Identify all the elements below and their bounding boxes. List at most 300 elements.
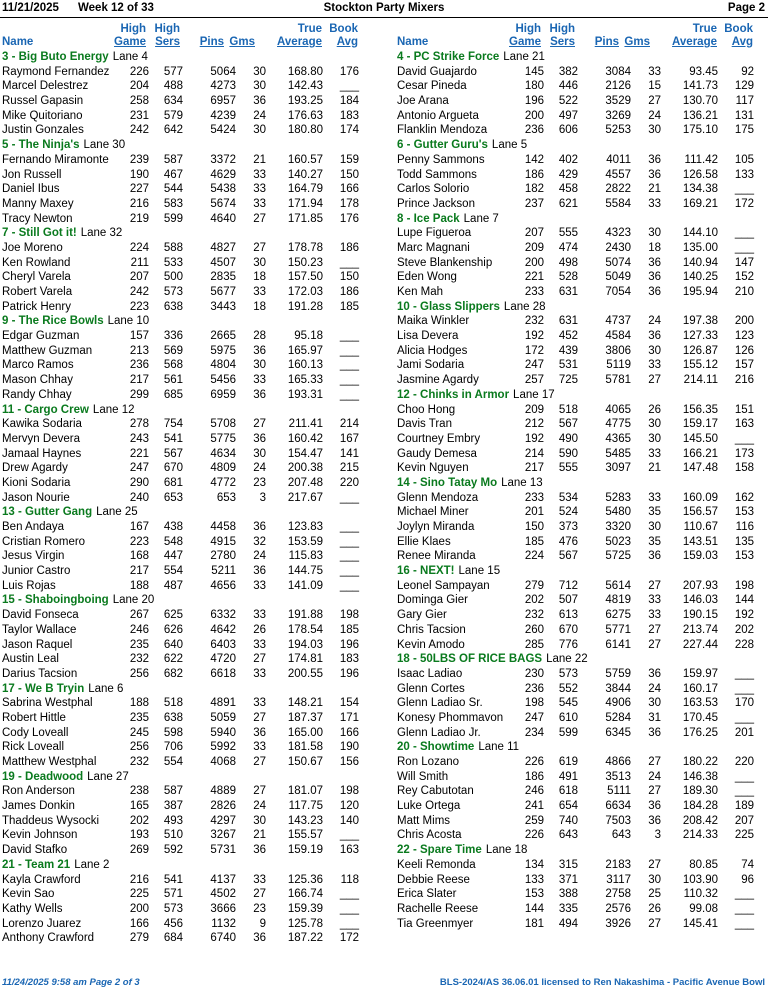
true-average: 208.42: [682, 814, 718, 827]
book-average: 118: [340, 873, 359, 886]
player-row: [397, 858, 768, 873]
high-series: 571: [163, 888, 183, 901]
games: 36: [253, 844, 266, 857]
true-average: 117.75: [288, 800, 323, 813]
player-row: [2, 623, 382, 638]
player-row: [397, 270, 768, 285]
team-header: [2, 593, 382, 608]
book-average: 163: [339, 844, 359, 857]
book-average: 129: [734, 80, 754, 93]
pins: 3372: [210, 153, 236, 166]
player-name: Rick Loveall: [2, 741, 64, 754]
high-game: 157: [129, 330, 149, 343]
player-row: [2, 417, 382, 432]
player-name: Matt Mims: [397, 814, 451, 827]
book-average: 135: [734, 535, 754, 548]
player-name: David Stafko: [2, 844, 68, 857]
high-game: 217: [129, 565, 149, 578]
true-average-header: True: [297, 23, 322, 35]
high-game: 198: [524, 697, 544, 710]
pins: 3443: [210, 300, 236, 313]
pins: 643: [611, 829, 631, 842]
high-game: 209: [524, 241, 544, 254]
player-name: Renee Miranda: [397, 550, 476, 563]
pins: 2665: [210, 330, 236, 343]
player-name: Glenn Mendoza: [397, 491, 479, 504]
high-series: 490: [558, 432, 578, 445]
games: 9: [259, 917, 266, 930]
player-name: Alicia Hodges: [397, 344, 468, 357]
book-average: 105: [734, 153, 754, 166]
team-lane: Lane 12: [92, 403, 135, 416]
team-name: 6 - Gutter Guru's: [397, 139, 488, 152]
book-average: 214: [339, 418, 359, 431]
games: 27: [648, 756, 661, 768]
book-average: 215: [339, 462, 359, 475]
pins: 3320: [605, 521, 631, 533]
pins: 4584: [605, 330, 631, 343]
true-average: 159.17: [682, 418, 718, 431]
league-title: Stockton Party Mixers: [323, 2, 445, 14]
high-game: 233: [524, 286, 544, 298]
high-game: 223: [129, 300, 149, 313]
book-average: ___: [339, 550, 359, 563]
book-average: 192: [734, 609, 754, 622]
player-name: Leonel Sampayan: [397, 579, 490, 592]
team-name: 22 - Spare Time: [397, 844, 482, 857]
pins: 5119: [606, 359, 631, 372]
pins: 2183: [605, 858, 631, 871]
games: 33: [648, 65, 661, 78]
book-average: 170: [734, 697, 754, 710]
player-row: [397, 520, 768, 535]
player-name: Joylyn Miranda: [397, 521, 475, 533]
games: 30: [253, 124, 266, 137]
pins: 5283: [605, 491, 631, 504]
high-game: 285: [524, 638, 544, 651]
high-game: 221: [129, 447, 149, 460]
games: 33: [648, 197, 661, 210]
high-series: 606: [558, 124, 578, 137]
book-average: ___: [734, 902, 754, 915]
book-average: 220: [339, 476, 359, 489]
high-game: 193: [129, 829, 149, 842]
high-game: 190: [129, 168, 149, 181]
games: 27: [648, 374, 661, 387]
high-game: 144: [524, 902, 544, 915]
games: 30: [648, 697, 661, 710]
high-series: 642: [163, 124, 183, 137]
book-average: 186: [339, 286, 359, 298]
book-average: 171: [339, 711, 359, 724]
games: 26: [253, 623, 266, 636]
high-game: 168: [129, 550, 149, 563]
pins: 7503: [605, 814, 631, 827]
true-average: 193.31: [287, 388, 323, 401]
player-row: [2, 388, 382, 403]
book-average: ___: [339, 829, 359, 842]
pins: 3084: [605, 65, 631, 78]
pins: 5781: [605, 374, 631, 387]
games: 33: [253, 741, 266, 754]
team-lane: Lane 21: [503, 51, 545, 63]
player-name: Glenn Ladiao Jr.: [397, 726, 481, 739]
column-header: [2, 22, 382, 50]
team-lane: Lane 2: [74, 858, 110, 871]
high-series: 573: [163, 286, 183, 298]
high-game: 256: [129, 667, 149, 680]
true-average: 169.21: [682, 197, 718, 210]
player-name: Cheryl Varela: [2, 271, 71, 284]
player-name: Mervyn Devera: [2, 432, 80, 445]
games: 36: [648, 667, 661, 680]
games: 24: [253, 800, 266, 813]
team-name: 16 - NEXT!: [397, 565, 455, 578]
high-game: 230: [524, 667, 544, 680]
player-row: [2, 153, 382, 168]
true-average: 170.45: [682, 711, 718, 724]
high-game: 226: [129, 65, 149, 78]
book-average: ___: [734, 183, 754, 196]
book-average: 198: [339, 785, 359, 798]
high-series: 494: [558, 917, 578, 930]
high-series: 712: [558, 579, 578, 592]
high-game: 221: [524, 271, 544, 284]
pins: 2126: [605, 80, 631, 93]
player-row: [2, 755, 382, 770]
player-row: [397, 828, 768, 843]
player-name: Kevin Amodo: [397, 638, 465, 651]
true-average: 191.28: [287, 300, 323, 313]
high-game: 235: [129, 638, 149, 651]
true-average: 99.08: [689, 902, 718, 915]
pins: 5438: [210, 183, 236, 196]
book-average: ___: [339, 535, 359, 548]
true-average: 123.83: [287, 521, 323, 533]
player-row: [397, 417, 768, 432]
book-average: 152: [734, 271, 754, 284]
book-average: 198: [734, 579, 754, 592]
pins: 2576: [605, 902, 631, 915]
high-series: 373: [558, 521, 578, 533]
pins: 4775: [605, 418, 631, 431]
book-average: 175: [734, 124, 754, 137]
true-average: 159.97: [682, 667, 718, 680]
pins: 4720: [210, 653, 236, 666]
high-series: 626: [163, 623, 183, 636]
book-average: 144: [734, 594, 754, 607]
player-name: Daniel Ibus: [2, 183, 60, 196]
player-name: Keeli Remonda: [397, 858, 476, 871]
pins: 5480: [605, 506, 631, 519]
games: 36: [253, 521, 266, 533]
player-name: Fernando Miramonte: [2, 153, 109, 166]
player-row: [397, 682, 768, 697]
pins: 3844: [605, 682, 631, 695]
book-average: 176: [339, 212, 359, 225]
book-average: ___: [734, 227, 754, 240]
high-series: 776: [558, 638, 578, 651]
high-series: 446: [558, 80, 578, 93]
high-game: 188: [129, 579, 149, 592]
week-label: Week 12 of 33: [78, 2, 154, 14]
high-series: 577: [163, 65, 183, 78]
high-game: 238: [129, 785, 149, 798]
high-game: 165: [129, 800, 149, 813]
player-row: [397, 873, 768, 888]
player-name: Isaac Ladiao: [397, 667, 463, 680]
book-average: ___: [339, 521, 359, 533]
true-average: 155.12: [682, 359, 718, 372]
true-average: 178.78: [287, 241, 323, 254]
true-average: 125.78: [287, 917, 323, 930]
pins: 5708: [210, 418, 236, 431]
player-name: Luke Ortega: [397, 800, 461, 813]
true-average: 130.70: [682, 95, 718, 108]
book-average: 185: [339, 300, 359, 313]
games: 33: [253, 197, 266, 210]
player-name: Randy Chhay: [2, 388, 72, 401]
high-series: 631: [558, 286, 578, 298]
high-game: 241: [524, 800, 544, 813]
high-game: 134: [524, 858, 544, 871]
player-name: Kioni Sodaria: [2, 476, 71, 489]
true-average: 140.25: [682, 271, 718, 284]
footer-left: 11/24/2025 9:58 am Page 2 of 3: [2, 977, 140, 988]
player-row: [397, 505, 768, 520]
games: 36: [648, 550, 661, 563]
player-name: Lisa Devera: [397, 330, 459, 343]
high-game: 202: [129, 814, 149, 827]
team-name: 14 - Sino Tatay Mo: [397, 476, 498, 489]
player-row: [397, 153, 768, 168]
book-average: 172: [339, 932, 359, 945]
book-average: ___: [339, 374, 359, 387]
high-series: 510: [163, 829, 183, 842]
player-row: [397, 917, 768, 932]
pins: 6634: [605, 800, 631, 813]
player-row: [2, 285, 382, 300]
player-row: [397, 593, 768, 608]
book-average: ___: [734, 770, 754, 783]
high-series: 706: [163, 741, 183, 754]
book-average: ___: [339, 344, 359, 357]
true-average: 145.50: [682, 432, 718, 445]
pins-header: Pins: [594, 36, 619, 48]
pins: 3269: [605, 109, 631, 122]
high-series: 567: [558, 550, 578, 563]
book-average: ___: [339, 256, 359, 269]
player-name: Luis Rojas: [2, 579, 56, 592]
true-average: 171.85: [287, 212, 323, 225]
player-row: [2, 564, 382, 579]
player-name: Robert Varela: [2, 286, 73, 298]
pins: 4137: [210, 873, 236, 886]
player-name: Cristian Romero: [2, 535, 86, 548]
player-name: Jason Nourie: [2, 491, 70, 504]
true-average: 150.67: [287, 756, 323, 768]
pins: 4507: [210, 256, 236, 269]
gms-header: Gms: [229, 36, 255, 48]
book-average: 158: [734, 462, 754, 475]
team-name: 20 - Showtime: [397, 741, 475, 754]
book-average: 178: [339, 197, 359, 210]
games: 27: [648, 95, 661, 108]
games: 27: [253, 653, 266, 666]
true-average: 126.87: [682, 344, 718, 357]
high-game: 133: [524, 873, 544, 886]
name-header: Name: [397, 36, 429, 48]
pins: 5975: [210, 344, 236, 357]
high-series: 587: [163, 153, 183, 166]
high-series: 493: [163, 814, 183, 827]
pins: 5111: [607, 785, 631, 798]
player-row: [2, 358, 382, 373]
high-game: 186: [524, 770, 544, 783]
pins: 4889: [210, 785, 236, 798]
team-name: 5 - The Ninja's: [2, 139, 80, 152]
team-lane: Lane 5: [491, 139, 528, 152]
book-average: 200: [734, 315, 754, 328]
pins: 4809: [210, 462, 236, 475]
book-avg-header-2: Avg: [731, 36, 753, 48]
book-average: 116: [735, 521, 754, 533]
book-average: 198: [339, 609, 359, 622]
high-game: 145: [524, 65, 544, 78]
player-name: Tia Greenmyer: [397, 917, 474, 930]
high-series: 725: [558, 374, 578, 387]
player-name: Erica Slater: [397, 888, 457, 901]
report-header: [0, 0, 768, 18]
high-series: 631: [558, 315, 578, 328]
pins: 7054: [605, 286, 631, 298]
high-series: 590: [558, 447, 578, 460]
high-series: 554: [163, 565, 183, 578]
high-series: 592: [163, 844, 183, 857]
book-average: ___: [339, 80, 359, 93]
true-average: 176.25: [682, 726, 718, 739]
games: 30: [253, 814, 266, 827]
high-game: 232: [524, 315, 544, 328]
high-game: 219: [129, 212, 149, 225]
high-game: 227: [129, 183, 149, 196]
player-row: [397, 726, 768, 741]
book-average: 154: [339, 697, 359, 710]
pins: 2822: [605, 183, 631, 196]
high-series: 579: [163, 109, 183, 122]
true-average: 194.03: [287, 638, 323, 651]
high-series: 456: [163, 917, 183, 930]
player-row: [397, 784, 768, 799]
player-row: [2, 461, 382, 476]
team-header: [2, 858, 382, 873]
high-game: 267: [129, 609, 149, 622]
true-average: 135.00: [682, 241, 718, 254]
high-series: 682: [163, 667, 183, 680]
player-row: [2, 902, 382, 917]
player-row: [2, 579, 382, 594]
true-average: 178.54: [287, 623, 323, 636]
book-average: 150: [339, 271, 359, 284]
team-header: [397, 476, 768, 491]
high-game: 202: [524, 594, 544, 607]
player-row: [2, 638, 382, 653]
team-header: [397, 652, 768, 667]
player-name: Kevin Johnson: [2, 829, 78, 842]
high-game: 239: [129, 153, 149, 166]
true-average: 154.47: [287, 447, 323, 460]
true-average: 143.23: [287, 814, 323, 827]
player-name: Konesy Phommavon: [397, 711, 504, 724]
player-name: Steve Blankenship: [397, 256, 493, 269]
true-average: 213.74: [682, 623, 718, 636]
pins: 5775: [210, 432, 236, 445]
player-name: Chris Tacsion: [397, 623, 466, 636]
player-row: [397, 461, 768, 476]
pins: 6959: [210, 388, 236, 401]
player-name: Robert Hittle: [2, 711, 66, 724]
high-game: 290: [129, 476, 149, 489]
high-game: 247: [129, 462, 149, 475]
true-average: 146.38: [682, 770, 718, 783]
team-name: 12 - Chinks in Armor: [397, 388, 510, 401]
high-series: 467: [163, 168, 183, 181]
pins: 5023: [605, 535, 631, 548]
games: 33: [648, 447, 661, 460]
pins-header: Pins: [199, 36, 224, 48]
player-name: Jamaal Haynes: [2, 447, 82, 460]
true-average: 159.19: [287, 844, 323, 857]
player-row: [2, 711, 382, 726]
high-series: 634: [163, 95, 183, 108]
high-series: 439: [558, 344, 578, 357]
games: 24: [253, 109, 266, 122]
player-name: Jami Sodaria: [397, 359, 465, 372]
team-lane: Lane 7: [463, 212, 499, 225]
games: 28: [253, 330, 266, 343]
high-game: 236: [524, 682, 544, 695]
high-series: 533: [163, 256, 183, 269]
games: 21: [253, 153, 266, 166]
true-average: 103.90: [682, 873, 718, 886]
high-series: 638: [163, 711, 183, 724]
player-name: Kevin Sao: [2, 888, 55, 901]
pins: 5049: [605, 271, 631, 284]
pins: 2430: [605, 241, 631, 254]
games: 24: [253, 462, 266, 475]
high-series: 599: [163, 212, 183, 225]
high-series: 382: [558, 65, 578, 78]
true-average: 163.53: [682, 697, 718, 710]
high-series: 567: [163, 447, 183, 460]
games: 25: [648, 888, 661, 901]
pins: 653: [216, 491, 236, 504]
book-average: 189: [734, 800, 754, 813]
true-average: 165.00: [287, 726, 323, 739]
page-label: Page 2: [727, 2, 765, 14]
player-row: [397, 770, 768, 785]
team-name: 3 - Big Buto Energy: [2, 51, 109, 63]
true-average: 160.09: [682, 491, 718, 504]
player-row: [397, 711, 768, 726]
games: 35: [648, 506, 661, 519]
team-lane: Lane 28: [503, 300, 546, 313]
player-row: [2, 873, 382, 888]
book-avg-header: Book: [724, 23, 753, 35]
book-average: ___: [339, 902, 359, 915]
games: 36: [648, 814, 661, 827]
book-average: 123: [734, 330, 754, 343]
